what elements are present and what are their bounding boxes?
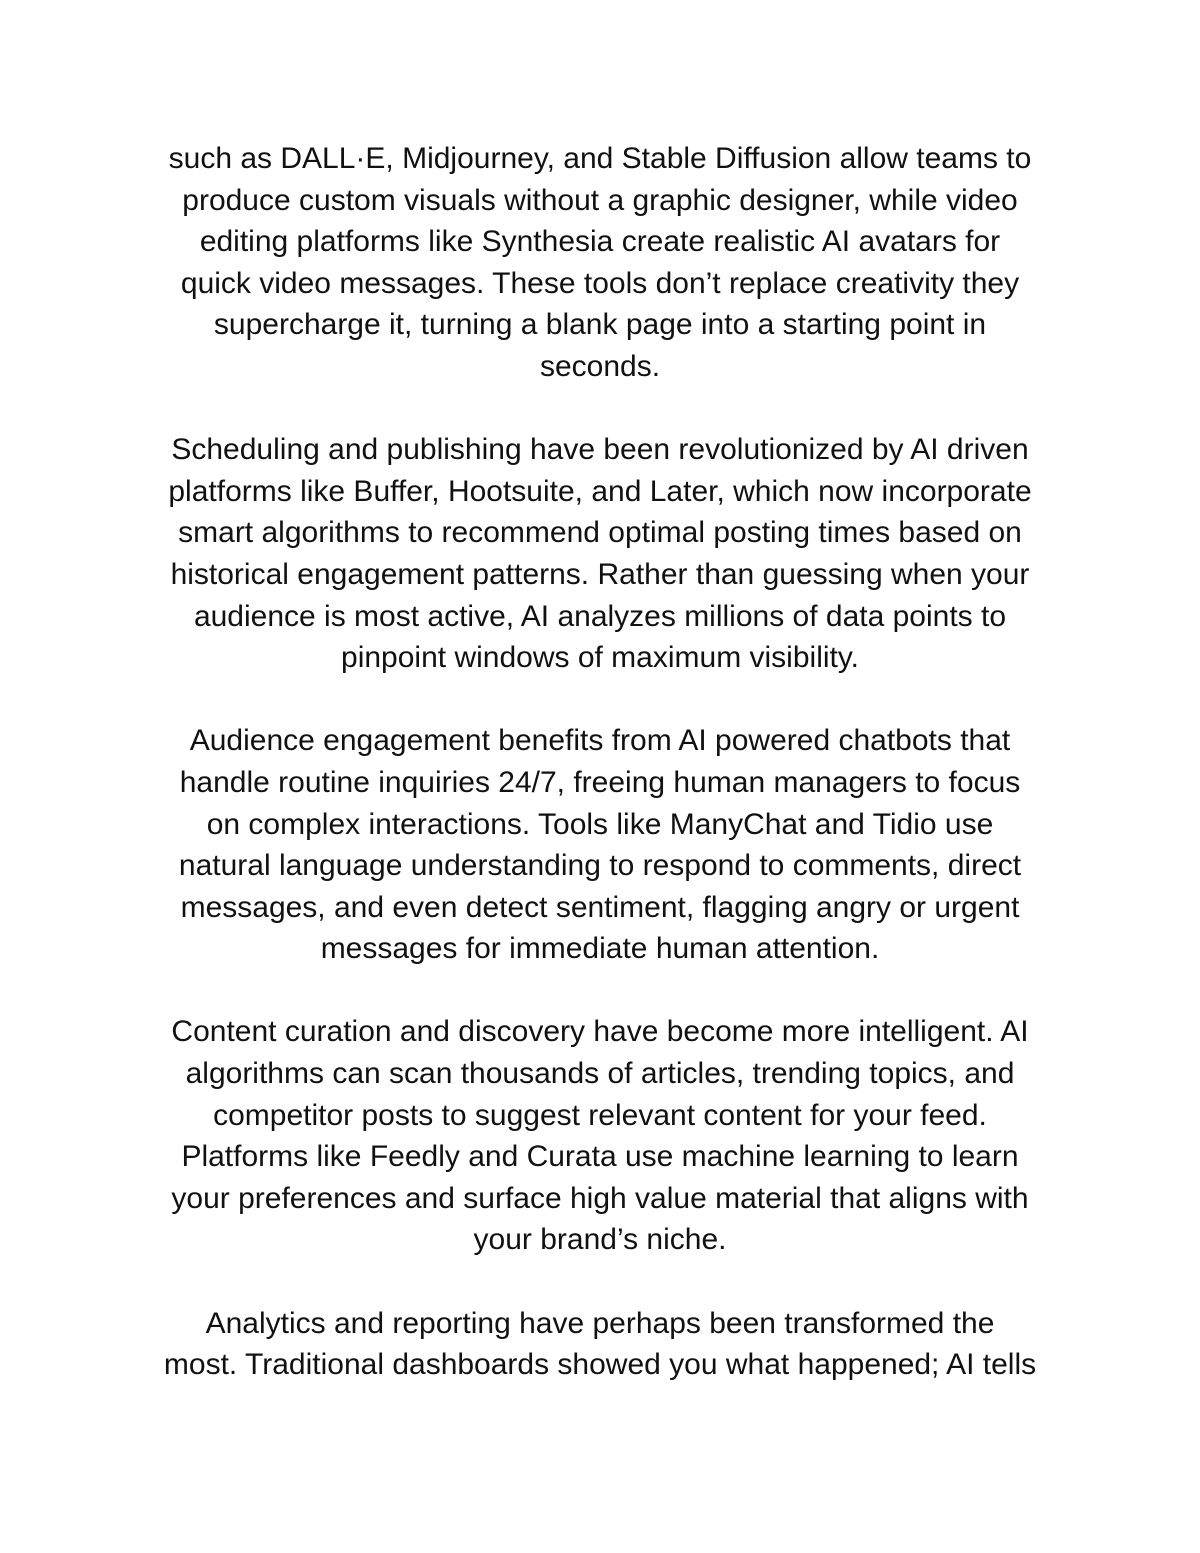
text-line: produce custom visuals without a graphic designer, while video xyxy=(182,183,1018,217)
text-line: quick video messages. These tools don’t replace creativity they xyxy=(180,266,1020,300)
text-line: such as DALL·E, Midjourney, and Stable Diffusion allow teams to xyxy=(168,142,1032,175)
text-line: on complex interactions. Tools like ManyChat and Tidio use xyxy=(206,807,994,841)
text-line: audience is most active, AI analyzes millions of data points to xyxy=(193,599,1007,633)
text-line: handle routine inquiries 24/7, freeing human managers to focus xyxy=(179,765,1021,799)
text-line: supercharge it, turning a blank page into a starting point in xyxy=(213,308,987,342)
text-line: messages, and even detect sentiment, flagging angry or urgent xyxy=(180,890,1020,924)
text-line: Content curation and discovery have become more intelligent. AI xyxy=(171,1015,1029,1049)
text-line: competitor posts to suggest relevant content for your feed. xyxy=(213,1098,987,1132)
text-line: Analytics and reporting have perhaps been transformed the xyxy=(205,1306,995,1340)
text-line: pinpoint windows of maximum visibility. xyxy=(341,641,859,675)
paragraph-scheduling-publishing xyxy=(130,429,1070,679)
text-line: smart algorithms to recommend optimal posting times based on xyxy=(178,516,1022,550)
paragraph-analytics-reporting xyxy=(130,1303,1070,1386)
text-line: Platforms like Feedly and Curata use machine learning to learn xyxy=(181,1140,1019,1174)
text-line: most. Traditional dashboards showed you what happened; AI tells xyxy=(163,1348,1037,1382)
text-line: historical engagement patterns. Rather than guessing when your xyxy=(170,557,1030,591)
text-line: Scheduling and publishing have been revolutionized by AI driven xyxy=(171,433,1029,467)
paragraph-audience-engagement xyxy=(130,720,1070,970)
document-body xyxy=(130,138,1070,1427)
text-line: messages for immediate human attention. xyxy=(320,932,880,966)
text-line: platforms like Buffer, Hootsuite, and Later, which now incorporate xyxy=(168,474,1032,508)
paragraph-content-curation xyxy=(130,1011,1070,1261)
text-line: your preferences and surface high value material that aligns with xyxy=(171,1181,1029,1215)
paragraph-ai-creative-tools xyxy=(130,138,1070,388)
text-line: seconds. xyxy=(539,349,661,383)
text-line: natural language understanding to respond to comments, direct xyxy=(178,849,1022,883)
text-line: Audience engagement benefits from AI powered chatbots that xyxy=(189,724,1011,758)
text-line: editing platforms like Synthesia create realistic AI avatars for xyxy=(199,225,1001,259)
text-line: algorithms can scan thousands of articles, trending topics, and xyxy=(185,1057,1015,1091)
text-line: your brand’s niche. xyxy=(473,1223,727,1257)
